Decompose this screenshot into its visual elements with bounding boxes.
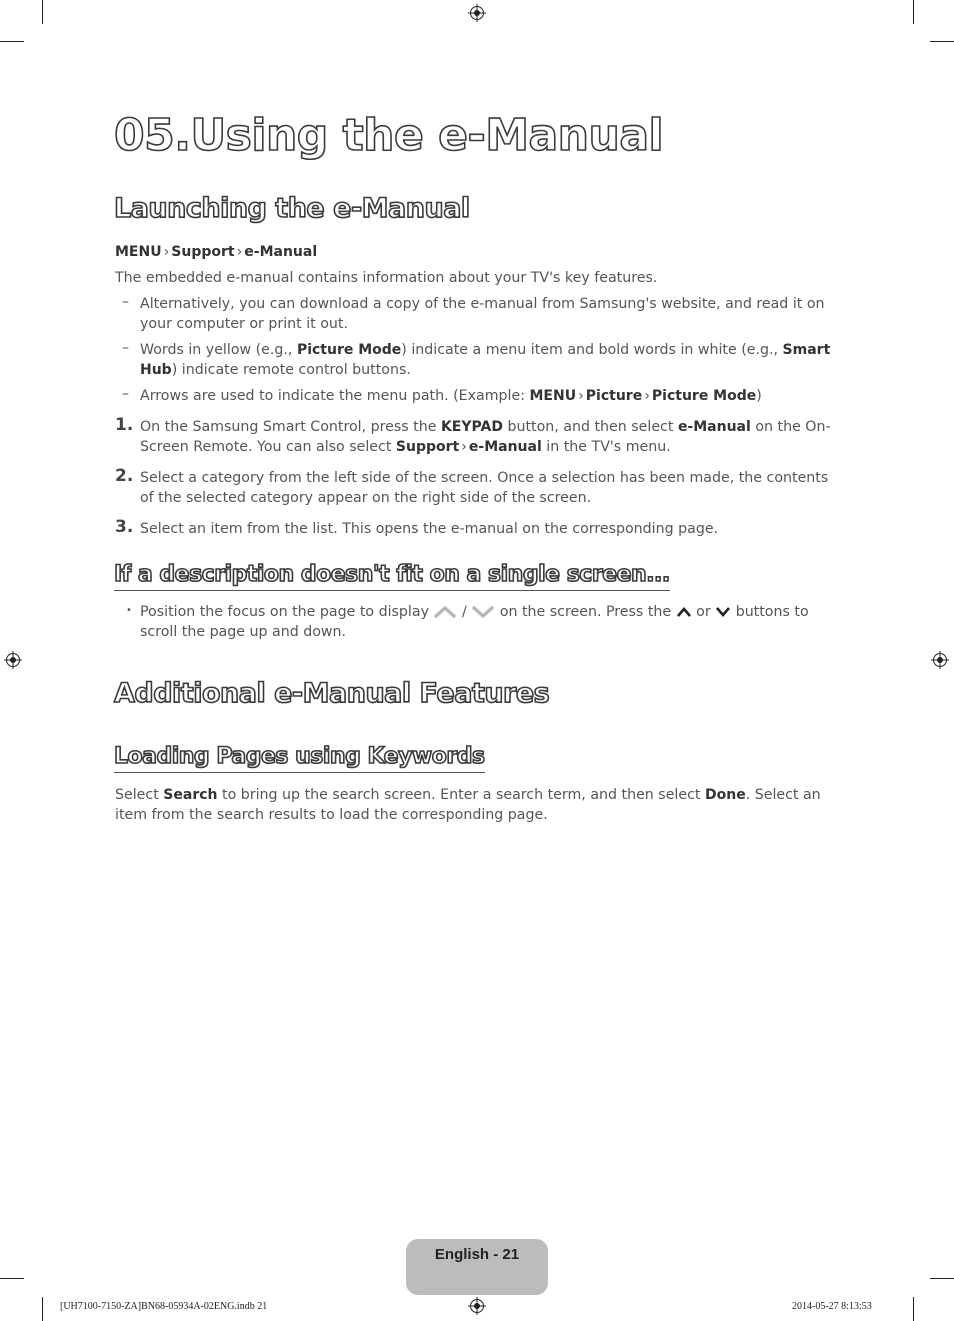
step-text: on the On-Screen Remote. You can also select [140,419,831,455]
crop-mark [930,1278,954,1279]
paragraph-text: to bring up the search screen. Enter a search term, and then select [222,787,701,803]
bullet: • [126,605,132,616]
menu-item-search: Search [163,787,218,803]
registration-mark-icon [468,4,486,22]
subsection-heading-scroll: If a description doesn't fit on a single screen... [114,561,670,591]
print-slug-left: [UH7100-7150-ZA]BN68-05934A-02ENG.indb 21 [60,1301,268,1312]
menu-path-item: Picture [585,388,643,404]
instruction-text: on the screen. Press the [499,604,672,620]
note-2 [140,340,845,380]
menu-path-item: e-Manual [244,244,318,260]
chevron-down-icon [715,606,731,618]
section-heading-additional: Additional e-Manual Features [114,678,550,709]
note-text: Arrows are used to indicate the menu path. (Example: [140,388,525,404]
note-text: ) indicate a menu item and bold words in white (e.g., [401,342,779,358]
menu-item-support: Support [395,439,460,455]
crop-mark [913,1297,914,1321]
step-number: 2. [115,466,134,486]
note-text: ) [756,388,762,404]
step-number: 1. [115,415,134,435]
menu-path-item: Picture Mode [651,388,757,404]
note-dash: – [122,386,129,402]
paragraph-text: Select [115,787,159,803]
note-dash: – [122,340,129,356]
scroll-down-icon [471,605,495,619]
note-text: ) indicate remote control buttons. [171,362,411,378]
section-heading-launching: Launching the e-Manual [114,193,470,224]
page-title: 05.Using the e-Manual [114,110,664,161]
chevron-right-icon: › [578,388,584,404]
menu-path-item: Support [171,244,235,260]
menu-item-picture-mode: Picture Mode [296,342,402,358]
crop-mark [930,41,954,42]
menu-item-e-manual: e-Manual [468,439,542,455]
scroll-instructions [140,602,845,642]
instruction-text: / [462,604,467,620]
step-3: Select an item from the list. This opens the e-manual on the corresponding page. [140,521,719,537]
crop-mark [913,0,914,24]
step-number: 3. [115,517,134,537]
step-text: in the TV's menu. [546,439,671,455]
button-smart-hub: Smart Hub [140,342,831,378]
crop-mark [0,1278,24,1279]
instruction-text: Position the focus on the page to display [140,604,429,620]
keywords-paragraph [115,785,845,825]
menu-path-item: MENU [529,388,577,404]
step-1 [140,417,845,457]
menu-path-item: MENU [115,244,162,260]
registration-mark-icon [931,651,949,669]
paragraph-text: . Select an item from the search results to load the corresponding page. [115,787,821,823]
menu-item-e-manual: e-Manual [677,419,751,435]
subsection-heading-keywords: Loading Pages using Keywords [114,743,485,773]
crop-mark [0,41,24,42]
chevron-right-icon: › [163,244,170,260]
print-slug-right: 2014-05-27 8:13:53 [792,1301,872,1312]
crop-mark [42,0,43,24]
instruction-text: buttons to scroll the page up and down. [140,604,809,640]
note-dash: – [122,294,129,310]
note-3 [140,386,845,406]
chevron-right-icon: › [236,244,243,260]
registration-mark-icon [4,651,22,669]
step-text: button, and then select [507,419,674,435]
step-text: On the Samsung Smart Control, press the [140,419,437,435]
chevron-right-icon: › [461,439,467,455]
note-text: Words in yellow (e.g., [140,342,293,358]
scroll-up-icon [433,605,457,619]
menu-item-done: Done [704,787,746,803]
step-2: Select a category from the left side of the screen. Once a selection has been made, the contents of the selected category appear on the right side of the screen. [140,470,829,506]
crop-mark [42,1297,43,1321]
intro-text: The embedded e-manual contains information about your TV's key features. [115,270,658,286]
menu-path [115,242,845,262]
chevron-up-icon [676,606,692,618]
chevron-right-icon: › [644,388,650,404]
button-keypad: KEYPAD [440,419,503,435]
note-1: Alternatively, you can download a copy of the e-manual from Samsung's website, and read it on your computer or print it out. [140,296,825,332]
instruction-text: or [696,604,711,620]
page-number-label: English - 21 [434,1246,520,1263]
registration-mark-icon [468,1297,486,1315]
